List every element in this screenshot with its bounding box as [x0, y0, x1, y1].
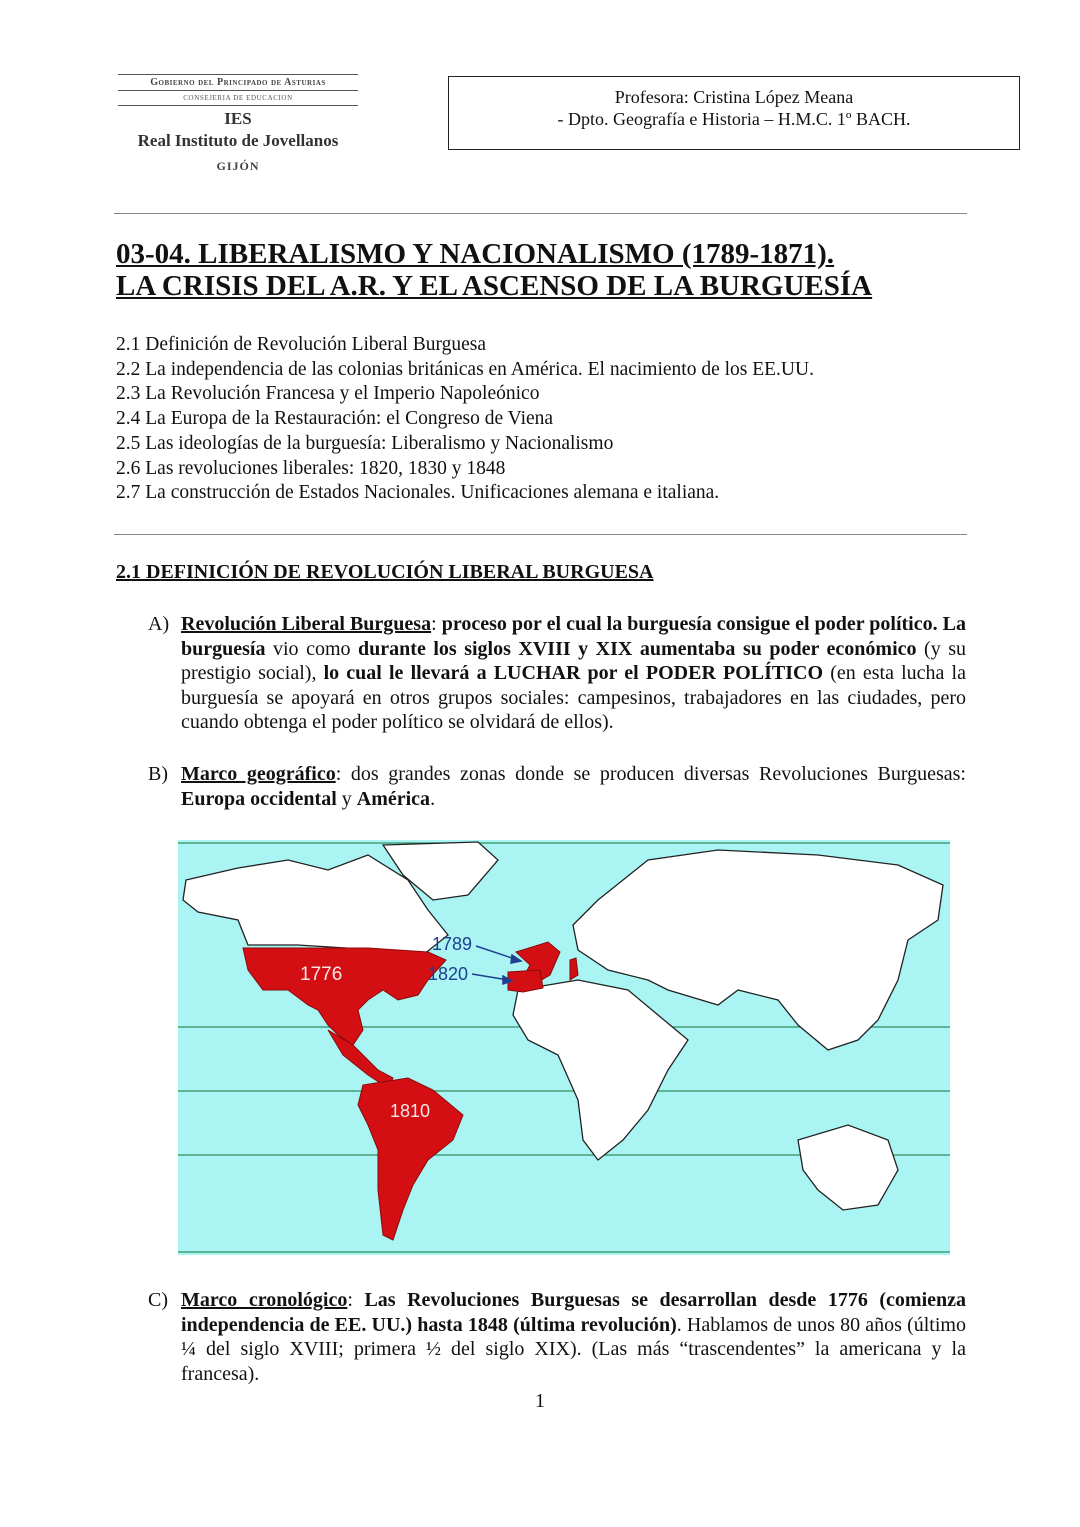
item-b: [148, 762, 966, 811]
bold-text: América: [356, 787, 431, 810]
term: Revolución Liberal Burguesa: [181, 613, 432, 635]
page-title: [116, 238, 872, 302]
text: y: [336, 787, 357, 810]
toc-item: 2.5 Las ideologías de la burguesía: Liberalismo y Nacionalismo: [116, 432, 614, 454]
logo-institute: Real Instituto de Jovellanos: [137, 131, 339, 150]
toc-item: 2.3 La Revolución Francesa y el Imperio Napoleónico: [116, 383, 540, 405]
bold-text: lo cual le llevará a LUCHAR por el PODER POLÍTICO: [323, 662, 824, 684]
logo-department: CONSEJERIA DE EDUCACION: [118, 91, 358, 106]
item-b-text: [181, 762, 966, 811]
table-of-contents: [116, 333, 814, 506]
logo-government: Gobierno del Principado de Asturias: [118, 74, 358, 91]
text: .: [430, 787, 436, 810]
term: Marco geográfico: [181, 763, 336, 785]
divider: [114, 534, 967, 535]
bold-text: Las Revoluciones Burguesas se desarrollan desde 1776 (comienza independencia de EE. UU.) hasta 1848 (última revolución): [181, 1289, 966, 1336]
teacher-box: [448, 76, 1020, 150]
text: :: [431, 613, 442, 635]
term: Marco cronológico: [181, 1289, 348, 1311]
label-1776: 1776: [300, 964, 343, 985]
label-1820: 1820: [428, 964, 469, 984]
title-line-1: 03-04. LIBERALISMO Y NACIONALISMO (1789-1871).: [116, 238, 835, 270]
title-line-2: LA CRISIS DEL A.R. Y EL ASCENSO DE LA BURGUESÍA: [116, 270, 873, 302]
page-number: 1: [535, 1390, 545, 1412]
text: (en esta lucha la burguesía se apoyará en otros grupos sociales: campesinos, trabajadores en las ciudades, pero cuando obtenga el poder político se olvidará de ellos).: [181, 662, 966, 733]
item-c: [148, 1288, 966, 1386]
item-label: B): [148, 763, 168, 785]
section-heading: 2.1 DEFINICIÓN DE REVOLUCIÓN LIBERAL BURGUESA: [116, 561, 654, 583]
label-1810: 1810: [390, 1101, 431, 1121]
department: - Dpto. Geografía e Historia – H.M.C. 1º BACH.: [557, 109, 911, 129]
label-1789: 1789: [432, 934, 473, 954]
text: : dos grandes zonas donde se producen diversas Revoluciones Burguesas:: [335, 763, 966, 785]
toc-item: 2.4 La Europa de la Restauración: el Congreso de Viena: [116, 408, 554, 430]
text: . Hablamos de unos 80 años (último ¼ del siglo XVIII; primera ½ del siglo XIX). (Las más “trascendentes” la americana y la francesa).: [181, 1313, 966, 1385]
toc-item: 2.6 Las revoluciones liberales: 1820, 1830 y 1848: [116, 457, 506, 479]
text: :: [347, 1289, 365, 1311]
item-a-text: [181, 612, 966, 735]
bold-text: La burguesía: [181, 613, 967, 660]
world-map: [178, 840, 950, 1255]
text: vio como: [265, 637, 359, 660]
toc-item: 2.7 La construcción de Estados Nacionales. Unificaciones alemana e italiana.: [116, 482, 720, 504]
divider: [114, 213, 967, 214]
toc-item: 2.2 La independencia de las colonias británicas en América. El nacimiento de los EE.UU.: [116, 358, 814, 380]
school-logo: [118, 74, 358, 174]
item-label: C): [148, 1289, 168, 1311]
text: (y su prestigio social),: [181, 637, 966, 684]
bold-text: Europa occidental: [181, 787, 337, 810]
item-label: A): [148, 613, 170, 635]
item-c-text: [181, 1288, 966, 1386]
logo-ies: IES: [224, 109, 252, 128]
bold-text: proceso por el cual la burguesía consigue el poder político.: [441, 613, 938, 635]
logo-city: GIJÓN: [216, 159, 260, 173]
item-a: [148, 612, 966, 735]
teacher-name: Profesora: Cristina López Meana: [614, 87, 854, 107]
bold-text: durante los siglos XVIII y XIX aumentaba su poder económico: [358, 637, 917, 660]
toc-item: 2.1 Definición de Revolución Liberal Burguesa: [116, 334, 487, 355]
